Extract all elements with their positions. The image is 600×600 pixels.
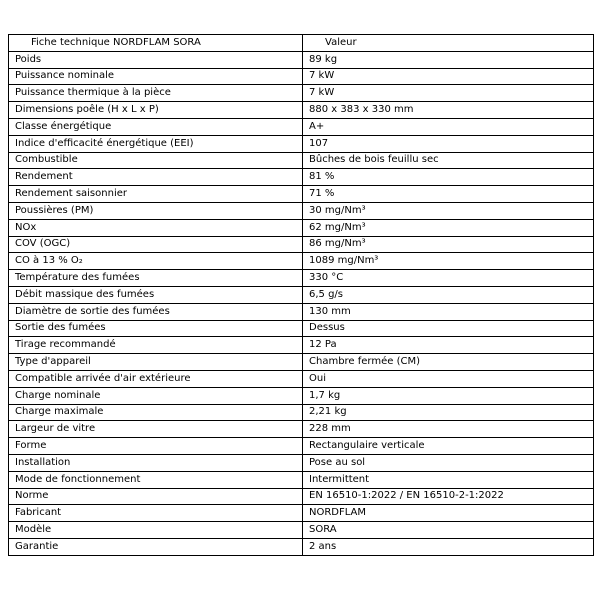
table-row — [9, 219, 594, 236]
row-value: 1089 mg/Nm³ — [303, 253, 594, 270]
row-label: Largeur de vitre — [9, 421, 303, 438]
row-value: Chambre fermée (CM) — [303, 354, 594, 371]
table-row — [9, 270, 594, 287]
row-label: NOx — [9, 219, 303, 236]
row-value: 6,5 g/s — [303, 286, 594, 303]
row-label: Type d'appareil — [9, 354, 303, 371]
row-label: Sortie des fumées — [9, 320, 303, 337]
spec-table — [8, 34, 594, 556]
row-value: 880 x 383 x 330 mm — [303, 102, 594, 119]
table-row — [9, 387, 594, 404]
header-value: Valeur — [303, 35, 594, 52]
row-label: Puissance thermique à la pièce — [9, 85, 303, 102]
row-value: A+ — [303, 118, 594, 135]
row-value: 62 mg/Nm³ — [303, 219, 594, 236]
row-value: SORA — [303, 522, 594, 539]
row-value: NORDFLAM — [303, 505, 594, 522]
row-label: Modèle — [9, 522, 303, 539]
row-label: Poussières (PM) — [9, 202, 303, 219]
row-label: Puissance nominale — [9, 68, 303, 85]
row-label: Rendement saisonnier — [9, 186, 303, 203]
row-label: Forme — [9, 438, 303, 455]
row-label: Charge nominale — [9, 387, 303, 404]
row-value: 71 % — [303, 186, 594, 203]
table-row — [9, 505, 594, 522]
row-value: 86 mg/Nm³ — [303, 236, 594, 253]
row-value: 2,21 kg — [303, 404, 594, 421]
table-row — [9, 253, 594, 270]
row-label: Rendement — [9, 169, 303, 186]
row-label: Compatible arrivée d'air extérieure — [9, 370, 303, 387]
table-row — [9, 186, 594, 203]
table-row — [9, 538, 594, 555]
row-label: Charge maximale — [9, 404, 303, 421]
table-row — [9, 488, 594, 505]
row-value: Intermittent — [303, 471, 594, 488]
row-value: 228 mm — [303, 421, 594, 438]
row-value: Rectangulaire verticale — [303, 438, 594, 455]
row-value: EN 16510-1:2022 / EN 16510-2-1:2022 — [303, 488, 594, 505]
table-row — [9, 337, 594, 354]
table-row — [9, 421, 594, 438]
row-value: 130 mm — [303, 303, 594, 320]
table-row — [9, 303, 594, 320]
table-row — [9, 522, 594, 539]
table-body — [9, 51, 594, 555]
row-value: 2 ans — [303, 538, 594, 555]
table-row — [9, 320, 594, 337]
header-characteristic: Fiche technique NORDFLAM SORA — [9, 35, 303, 52]
row-label: Combustible — [9, 152, 303, 169]
table-row — [9, 354, 594, 371]
row-value: 81 % — [303, 169, 594, 186]
row-value: 7 kW — [303, 85, 594, 102]
row-label: Débit massique des fumées — [9, 286, 303, 303]
row-label: Température des fumées — [9, 270, 303, 287]
row-label: COV (OGC) — [9, 236, 303, 253]
table-row — [9, 404, 594, 421]
table-row — [9, 118, 594, 135]
table-row — [9, 135, 594, 152]
row-value: Bûches de bois feuillu sec — [303, 152, 594, 169]
table-header-row — [9, 35, 594, 52]
row-label: Dimensions poêle (H x L x P) — [9, 102, 303, 119]
row-label: Indice d'efficacité énergétique (EEI) — [9, 135, 303, 152]
row-label: CO à 13 % O₂ — [9, 253, 303, 270]
row-value: Dessus — [303, 320, 594, 337]
row-value: Oui — [303, 370, 594, 387]
row-label: Fabricant — [9, 505, 303, 522]
table-row — [9, 51, 594, 68]
table-row — [9, 85, 594, 102]
table-row — [9, 236, 594, 253]
row-value: 107 — [303, 135, 594, 152]
row-label: Mode de fonctionnement — [9, 471, 303, 488]
row-label: Norme — [9, 488, 303, 505]
row-label: Poids — [9, 51, 303, 68]
row-label: Tirage recommandé — [9, 337, 303, 354]
table-row — [9, 68, 594, 85]
table-row — [9, 286, 594, 303]
row-value: 7 kW — [303, 68, 594, 85]
table-row — [9, 202, 594, 219]
table-row — [9, 471, 594, 488]
table-row — [9, 152, 594, 169]
row-value: 12 Pa — [303, 337, 594, 354]
row-value: Pose au sol — [303, 454, 594, 471]
table-row — [9, 438, 594, 455]
row-label: Diamètre de sortie des fumées — [9, 303, 303, 320]
row-value: 30 mg/Nm³ — [303, 202, 594, 219]
table-row — [9, 370, 594, 387]
table-row — [9, 102, 594, 119]
row-label: Garantie — [9, 538, 303, 555]
row-value: 89 kg — [303, 51, 594, 68]
row-value: 330 °C — [303, 270, 594, 287]
row-label: Classe énergétique — [9, 118, 303, 135]
row-value: 1,7 kg — [303, 387, 594, 404]
table-row — [9, 454, 594, 471]
table-row — [9, 169, 594, 186]
row-label: Installation — [9, 454, 303, 471]
